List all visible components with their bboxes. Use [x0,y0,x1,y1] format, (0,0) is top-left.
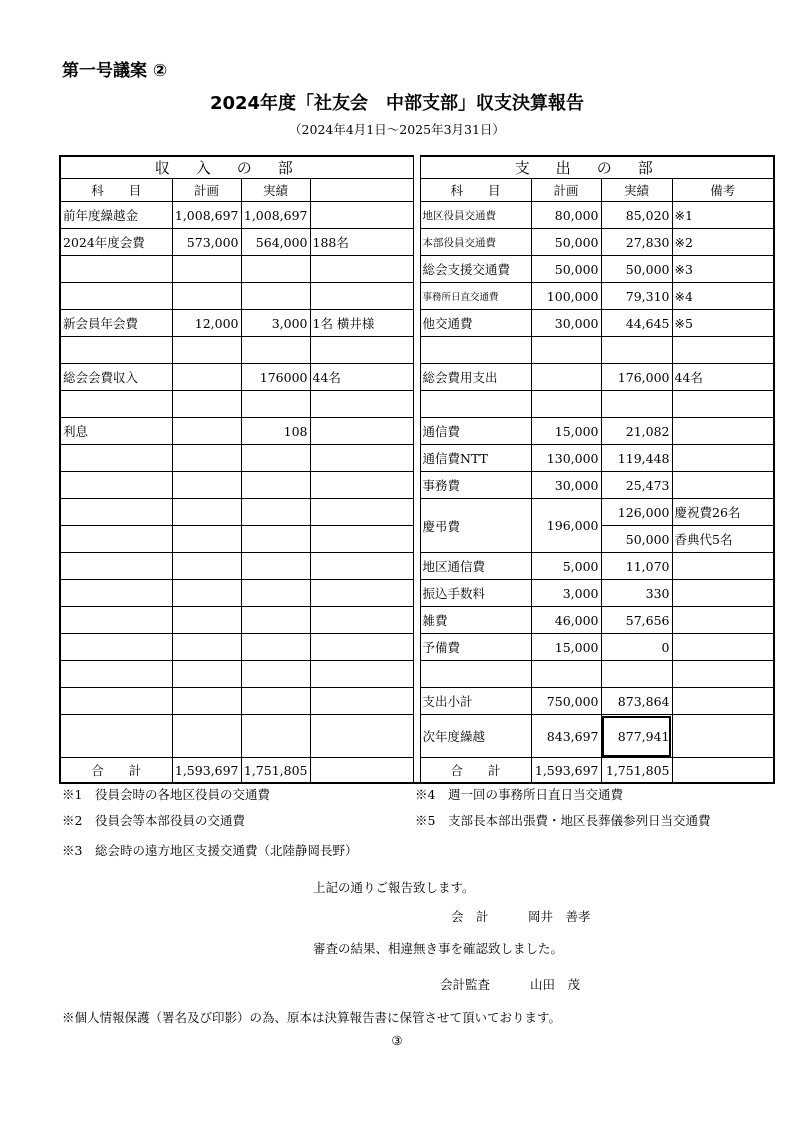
income-plan: 12,000 [172,310,241,337]
table-row [60,202,774,229]
income-note [310,256,413,283]
income-item [60,391,172,418]
expense-total-plan: 1,593,697 [531,758,601,784]
accountant-name: 岡井 善孝 [528,909,591,924]
expense-plan [531,364,601,391]
income-item: 2024年度会費 [60,229,172,256]
expense-actual: 57,656 [601,607,672,634]
note-1: ※1 役員会時の各地区役員の交通費 [62,787,270,802]
expense-plan: 46,000 [531,607,601,634]
expense-item: 総会費用支出 [420,364,531,391]
table-row [60,688,774,715]
income-plan [172,607,241,634]
table-row [60,715,774,758]
expense-actual: 21,082 [601,418,672,445]
expense-item: 地区通信費 [420,553,531,580]
expense-plan: 100,000 [531,283,601,310]
auditor-name: 山田 茂 [530,977,581,992]
expense-note [672,715,774,758]
report-statement: 上記の通りご報告致します。 [313,880,475,895]
income-plan [172,472,241,499]
income-total-plan: 1,593,697 [172,758,241,784]
income-actual: 3,000 [241,310,310,337]
expense-col-note: 備考 [672,179,774,202]
expense-plan: 50,000 [531,256,601,283]
expense-item: 本部役員交通費 [420,229,531,256]
expense-note [672,661,774,688]
income-total-label: 合 計 [60,758,172,784]
expense-item: 事務所日直交通費 [420,283,531,310]
income-item [60,661,172,688]
income-note [310,337,413,364]
expense-plan: 80,000 [531,202,601,229]
income-actual [241,580,310,607]
expense-actual: 176,000 [601,364,672,391]
expense-note: ※3 [672,256,774,283]
expense-note [672,391,774,418]
income-note [310,607,413,634]
table-row [60,364,774,391]
income-actual: 1,008,697 [241,202,310,229]
expense-item: 支出小計 [420,688,531,715]
expense-item [420,337,531,364]
table-row [60,391,774,418]
income-col-actual: 実績 [241,179,310,202]
income-section-title: 収入の部 [60,156,413,179]
expense-note: ※5 [672,310,774,337]
income-col-item: 科 目 [60,179,172,202]
expense-item: 他交通費 [420,310,531,337]
expense-plan: 50,000 [531,229,601,256]
expense-note [672,553,774,580]
income-item [60,445,172,472]
expense-note [672,445,774,472]
income-note [310,418,413,445]
income-plan [172,688,241,715]
table-row [60,472,774,499]
expense-plan: 750,000 [531,688,601,715]
expense-note: ※2 [672,229,774,256]
expense-item: 地区役員交通費 [420,202,531,229]
settlement-table [59,155,775,784]
table-row [60,337,774,364]
income-actual [241,634,310,661]
page-number: ③ [391,1033,403,1048]
expense-note: ※1 [672,202,774,229]
table-row [60,418,774,445]
income-col-note [310,179,413,202]
expense-col-plan: 計画 [531,179,601,202]
expense-item: 総会支援交通費 [420,256,531,283]
expense-note: 慶祝費26名 [672,499,774,526]
income-plan [172,553,241,580]
table-row [60,256,774,283]
expense-note [672,472,774,499]
expense-note [672,580,774,607]
income-note [310,580,413,607]
income-plan [172,526,241,553]
expense-item: 慶弔費 [420,499,531,553]
expense-total-label: 合 計 [420,758,531,784]
income-item [60,472,172,499]
expense-item: 通信費 [420,418,531,445]
expense-actual: 27,830 [601,229,672,256]
income-plan [172,364,241,391]
note-3: ※3 総会時の遠方地区支援交通費（北陸静岡長野） [62,843,358,858]
expense-item [420,391,531,418]
expense-section-title: 支出の部 [420,156,774,179]
income-item [60,688,172,715]
income-plan [172,418,241,445]
income-actual [241,607,310,634]
income-plan [172,256,241,283]
expense-actual: 877,941 [601,715,672,758]
table-row [60,283,774,310]
expense-plan: 15,000 [531,418,601,445]
expense-item: 事務費 [420,472,531,499]
report-period: （2024年4月1日～2025年3月31日） [289,122,505,137]
income-item [60,256,172,283]
income-plan [172,499,241,526]
expense-note [672,607,774,634]
income-note: 1名 横井様 [310,310,413,337]
income-note: 188名 [310,229,413,256]
expense-note [672,337,774,364]
expense-actual: 873,864 [601,688,672,715]
income-item: 利息 [60,418,172,445]
income-item [60,715,172,758]
expense-note: ※4 [672,283,774,310]
income-item: 前年度繰越金 [60,202,172,229]
income-plan [172,337,241,364]
income-plan [172,634,241,661]
expense-note: 香典代5名 [672,526,774,553]
income-item [60,499,172,526]
income-item: 総会会費収入 [60,364,172,391]
expense-actual: 119,448 [601,445,672,472]
income-note: 44名 [310,364,413,391]
table-row [60,553,774,580]
table-row [60,229,774,256]
income-note [310,553,413,580]
expense-item: 雑費 [420,607,531,634]
expense-plan: 130,000 [531,445,601,472]
expense-actual: 0 [601,634,672,661]
expense-actual: 79,310 [601,283,672,310]
income-plan [172,661,241,688]
expense-actual [601,661,672,688]
expense-col-item: 科 目 [420,179,531,202]
expense-plan: 30,000 [531,472,601,499]
privacy-note: ※個人情報保護（署名及び印影）の為、原本は決算報告書に保管させて頂いております。 [62,1010,562,1025]
income-actual [241,526,310,553]
table-row [60,634,774,661]
income-actual: 564,000 [241,229,310,256]
expense-plan: 196,000 [531,499,601,553]
income-actual [241,391,310,418]
income-note [310,688,413,715]
income-actual [241,337,310,364]
expense-actual: 44,645 [601,310,672,337]
note-5: ※5 支部長本部出張費・地区長葬儀参列日当交通費 [415,813,711,828]
expense-plan: 843,697 [531,715,601,758]
agenda-label: 第一号議案 ② [62,61,168,81]
expense-note [672,418,774,445]
expense-col-actual: 実績 [601,179,672,202]
income-plan [172,580,241,607]
expense-note [672,634,774,661]
expense-plan [531,391,601,418]
income-plan: 573,000 [172,229,241,256]
income-item [60,526,172,553]
table-row [60,607,774,634]
income-plan: 1,008,697 [172,202,241,229]
expense-actual: 11,070 [601,553,672,580]
auditor-title: 会計監査 [440,977,491,992]
table-row [60,580,774,607]
expense-item: 振込手数料 [420,580,531,607]
expense-plan: 15,000 [531,634,601,661]
expense-note [672,688,774,715]
expense-actual: 50,000 [601,526,672,553]
audit-statement: 審査の結果、相違無き事を確認致しました。 [313,941,564,956]
income-actual: 176000 [241,364,310,391]
income-actual [241,661,310,688]
income-item: 新会員年会費 [60,310,172,337]
expense-item: 次年度繰越 [420,715,531,758]
expense-actual: 85,020 [601,202,672,229]
expense-actual [601,337,672,364]
income-item [60,283,172,310]
expense-item: 通信費NTT [420,445,531,472]
table-row [60,445,774,472]
note-2: ※2 役員会等本部役員の交通費 [62,813,245,828]
income-actual [241,499,310,526]
income-plan [172,715,241,758]
table-row [60,310,774,337]
income-item [60,634,172,661]
table-row [60,526,774,553]
expense-plan: 3,000 [531,580,601,607]
income-actual [241,445,310,472]
income-note [310,283,413,310]
income-item [60,337,172,364]
income-note [310,202,413,229]
expense-plan [531,337,601,364]
expense-actual: 126,000 [601,499,672,526]
income-item [60,580,172,607]
expense-plan: 30,000 [531,310,601,337]
expense-note: 44名 [672,364,774,391]
expense-total-actual: 1,751,805 [601,758,672,784]
income-item [60,553,172,580]
income-note [310,472,413,499]
table-row [60,661,774,688]
income-actual [241,688,310,715]
expense-plan: 5,000 [531,553,601,580]
expense-actual: 330 [601,580,672,607]
report-title: 2024年度「社友会 中部支部」収支決算報告 [209,93,585,114]
income-actual: 108 [241,418,310,445]
accountant-title: 会 計 [451,909,489,924]
income-note [310,499,413,526]
income-plan [172,283,241,310]
income-note [310,391,413,418]
expense-actual [601,391,672,418]
income-actual [241,715,310,758]
expense-item [420,661,531,688]
income-note [310,661,413,688]
income-plan [172,391,241,418]
income-note [310,526,413,553]
income-col-plan: 計画 [172,179,241,202]
income-total-actual: 1,751,805 [241,758,310,784]
income-note [310,715,413,758]
expense-item: 予備費 [420,634,531,661]
expense-actual: 25,473 [601,472,672,499]
expense-plan [531,661,601,688]
income-plan [172,445,241,472]
income-actual [241,283,310,310]
income-note [310,445,413,472]
expense-actual: 50,000 [601,256,672,283]
income-actual [241,256,310,283]
income-item [60,607,172,634]
note-4: ※4 週一回の事務所日直日当交通費 [415,787,623,802]
table-row [60,499,774,526]
income-actual [241,553,310,580]
income-note [310,634,413,661]
income-actual [241,472,310,499]
